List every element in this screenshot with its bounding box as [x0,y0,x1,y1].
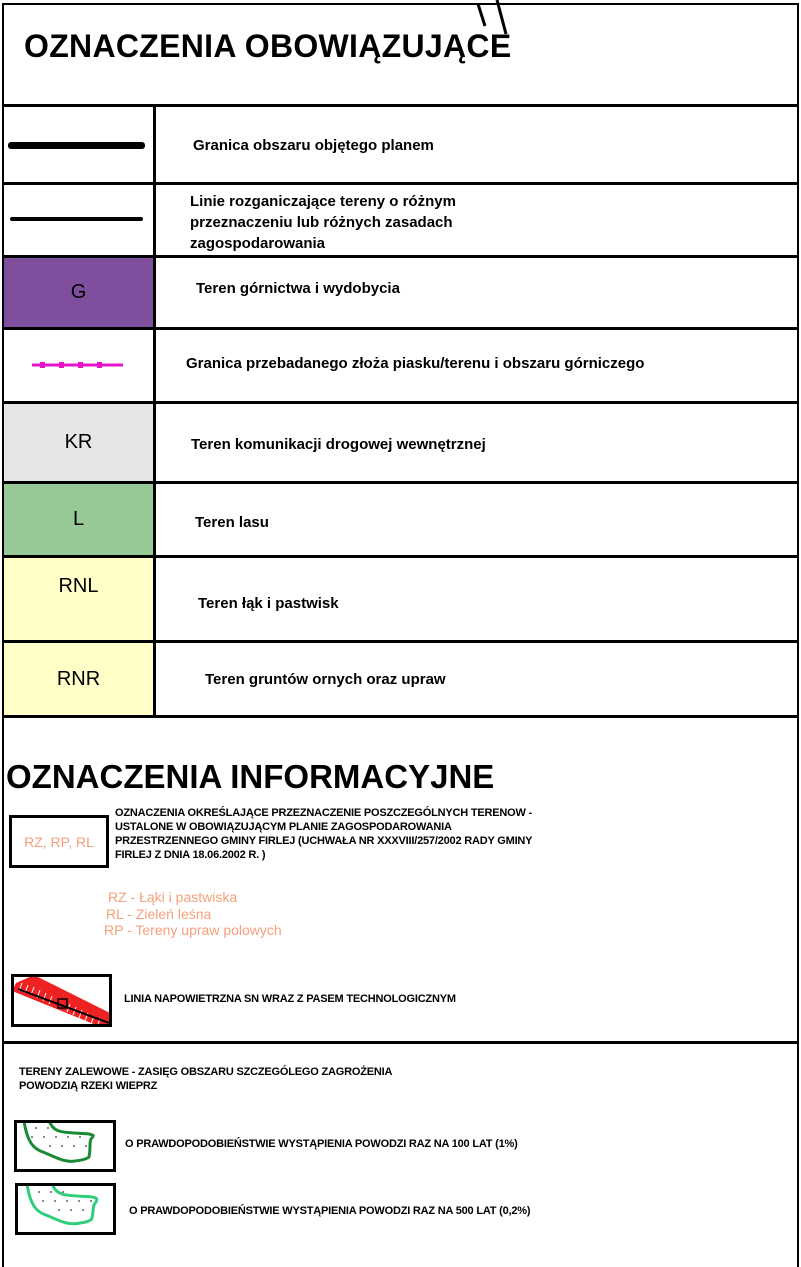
meadows-swatch [4,558,153,640]
magenta-boundary-line-symbol [30,360,126,370]
flood-section-title [19,1065,392,1093]
row-divider [2,715,799,718]
legend-description: Teren lasu [195,514,269,531]
desc-line: POWODZIĄ RZEKI WIEPRZ [19,1080,158,1092]
column-divider [153,104,156,718]
swatch-label: RNL [58,574,99,597]
road-swatch [4,404,153,481]
forest-swatch [4,484,153,555]
legend-description: Teren komunikacji drogowej wewnętrznej [191,436,486,453]
flood-100-description: O PRAWDOPODOBIEŃSTWIE WYSTĄPIENIA POWODZI RAZ NA 100 LAT (1%) [125,1138,518,1150]
section-title-informational: OZNACZENIA INFORMACYJNE [6,758,495,795]
flood-500-description: O PRAWDOPODOBIEŃSTWIE WYSTĄPIENIA POWODZI RAZ NA 500 LAT (0,2%) [129,1205,531,1217]
row-divider [2,104,799,107]
row-divider [2,327,799,330]
desc-line: zagospodarowania [190,235,326,252]
power-line-symbol [11,974,112,1027]
legend-description: Granica obszaru objętego planem [193,137,434,154]
mining-swatch [4,258,153,327]
desc-line: USTALONE W OBOWIĄZUJĄCYM PLANIE ZAGOSPODAROWANIA [115,821,452,833]
desc-line: PRZESTRZENNEGO GMINY FIRLEJ (UCHWAŁA NR XXXVIII/257/2002 RADY GMINY [115,835,533,847]
legend-description: Teren górnictwa i wydobycia [196,280,400,297]
legend-description [190,191,456,254]
existing-plan-codes-label: RZ, RP, RL [24,833,94,850]
section-divider [2,1041,799,1044]
swatch-label: L [72,508,85,530]
desc-line: Linie rozganiczające tereny o różnym [190,193,456,210]
swatch-label: RNR [56,667,101,690]
flood-area-outline-icon [18,1186,113,1232]
page-title: OZNACZENIA OBOWIĄZUJĄCE [24,28,512,64]
flood-area-outline-icon [17,1123,113,1169]
flood-100-symbol [14,1120,116,1172]
desc-line: TERENY ZALEWOWE - ZASIĘG OBSZARU SZCZEGÓLEGO ZAGROŻENIA [19,1066,393,1078]
thick-line-symbol [8,142,145,149]
legend-description: Teren gruntów ornych oraz upraw [205,671,446,688]
row-divider [2,182,799,185]
swatch-label: KR [64,431,93,453]
power-line-description: LINIA NAPOWIETRZNA SN WRAZ Z PASEM TECHNOLOGICZNYM [124,993,456,1005]
legend-description: Granica przebadanego złoża piasku/terenu i obszaru górniczego [186,355,645,372]
legend-description: Teren łąk i pastwisk [198,595,339,612]
existing-plan-description [115,806,532,862]
desc-line: OZNACZENIA OKREŚLAJĄCE PRZEZNACZENIE POSZCZEGÓLNYCH TERENOW - [115,807,533,819]
power-line-hatched-icon [14,977,109,1024]
code-rp: RP - Tereny upraw polowych [104,922,282,938]
thin-line-symbol [10,217,143,221]
arable-swatch [4,643,153,715]
code-rz: RZ - Łąki i pastwiska [108,889,238,905]
flood-500-symbol [15,1183,116,1235]
desc-line: przeznaczeniu lub różnych zasadach [190,214,453,231]
desc-line: FIRLEJ Z DNIA 18.06.2002 R. ) [115,849,266,861]
code-rl: RL - Zieleń leśna [106,906,212,922]
existing-plan-symbol [9,815,109,868]
swatch-label: G [70,281,87,303]
